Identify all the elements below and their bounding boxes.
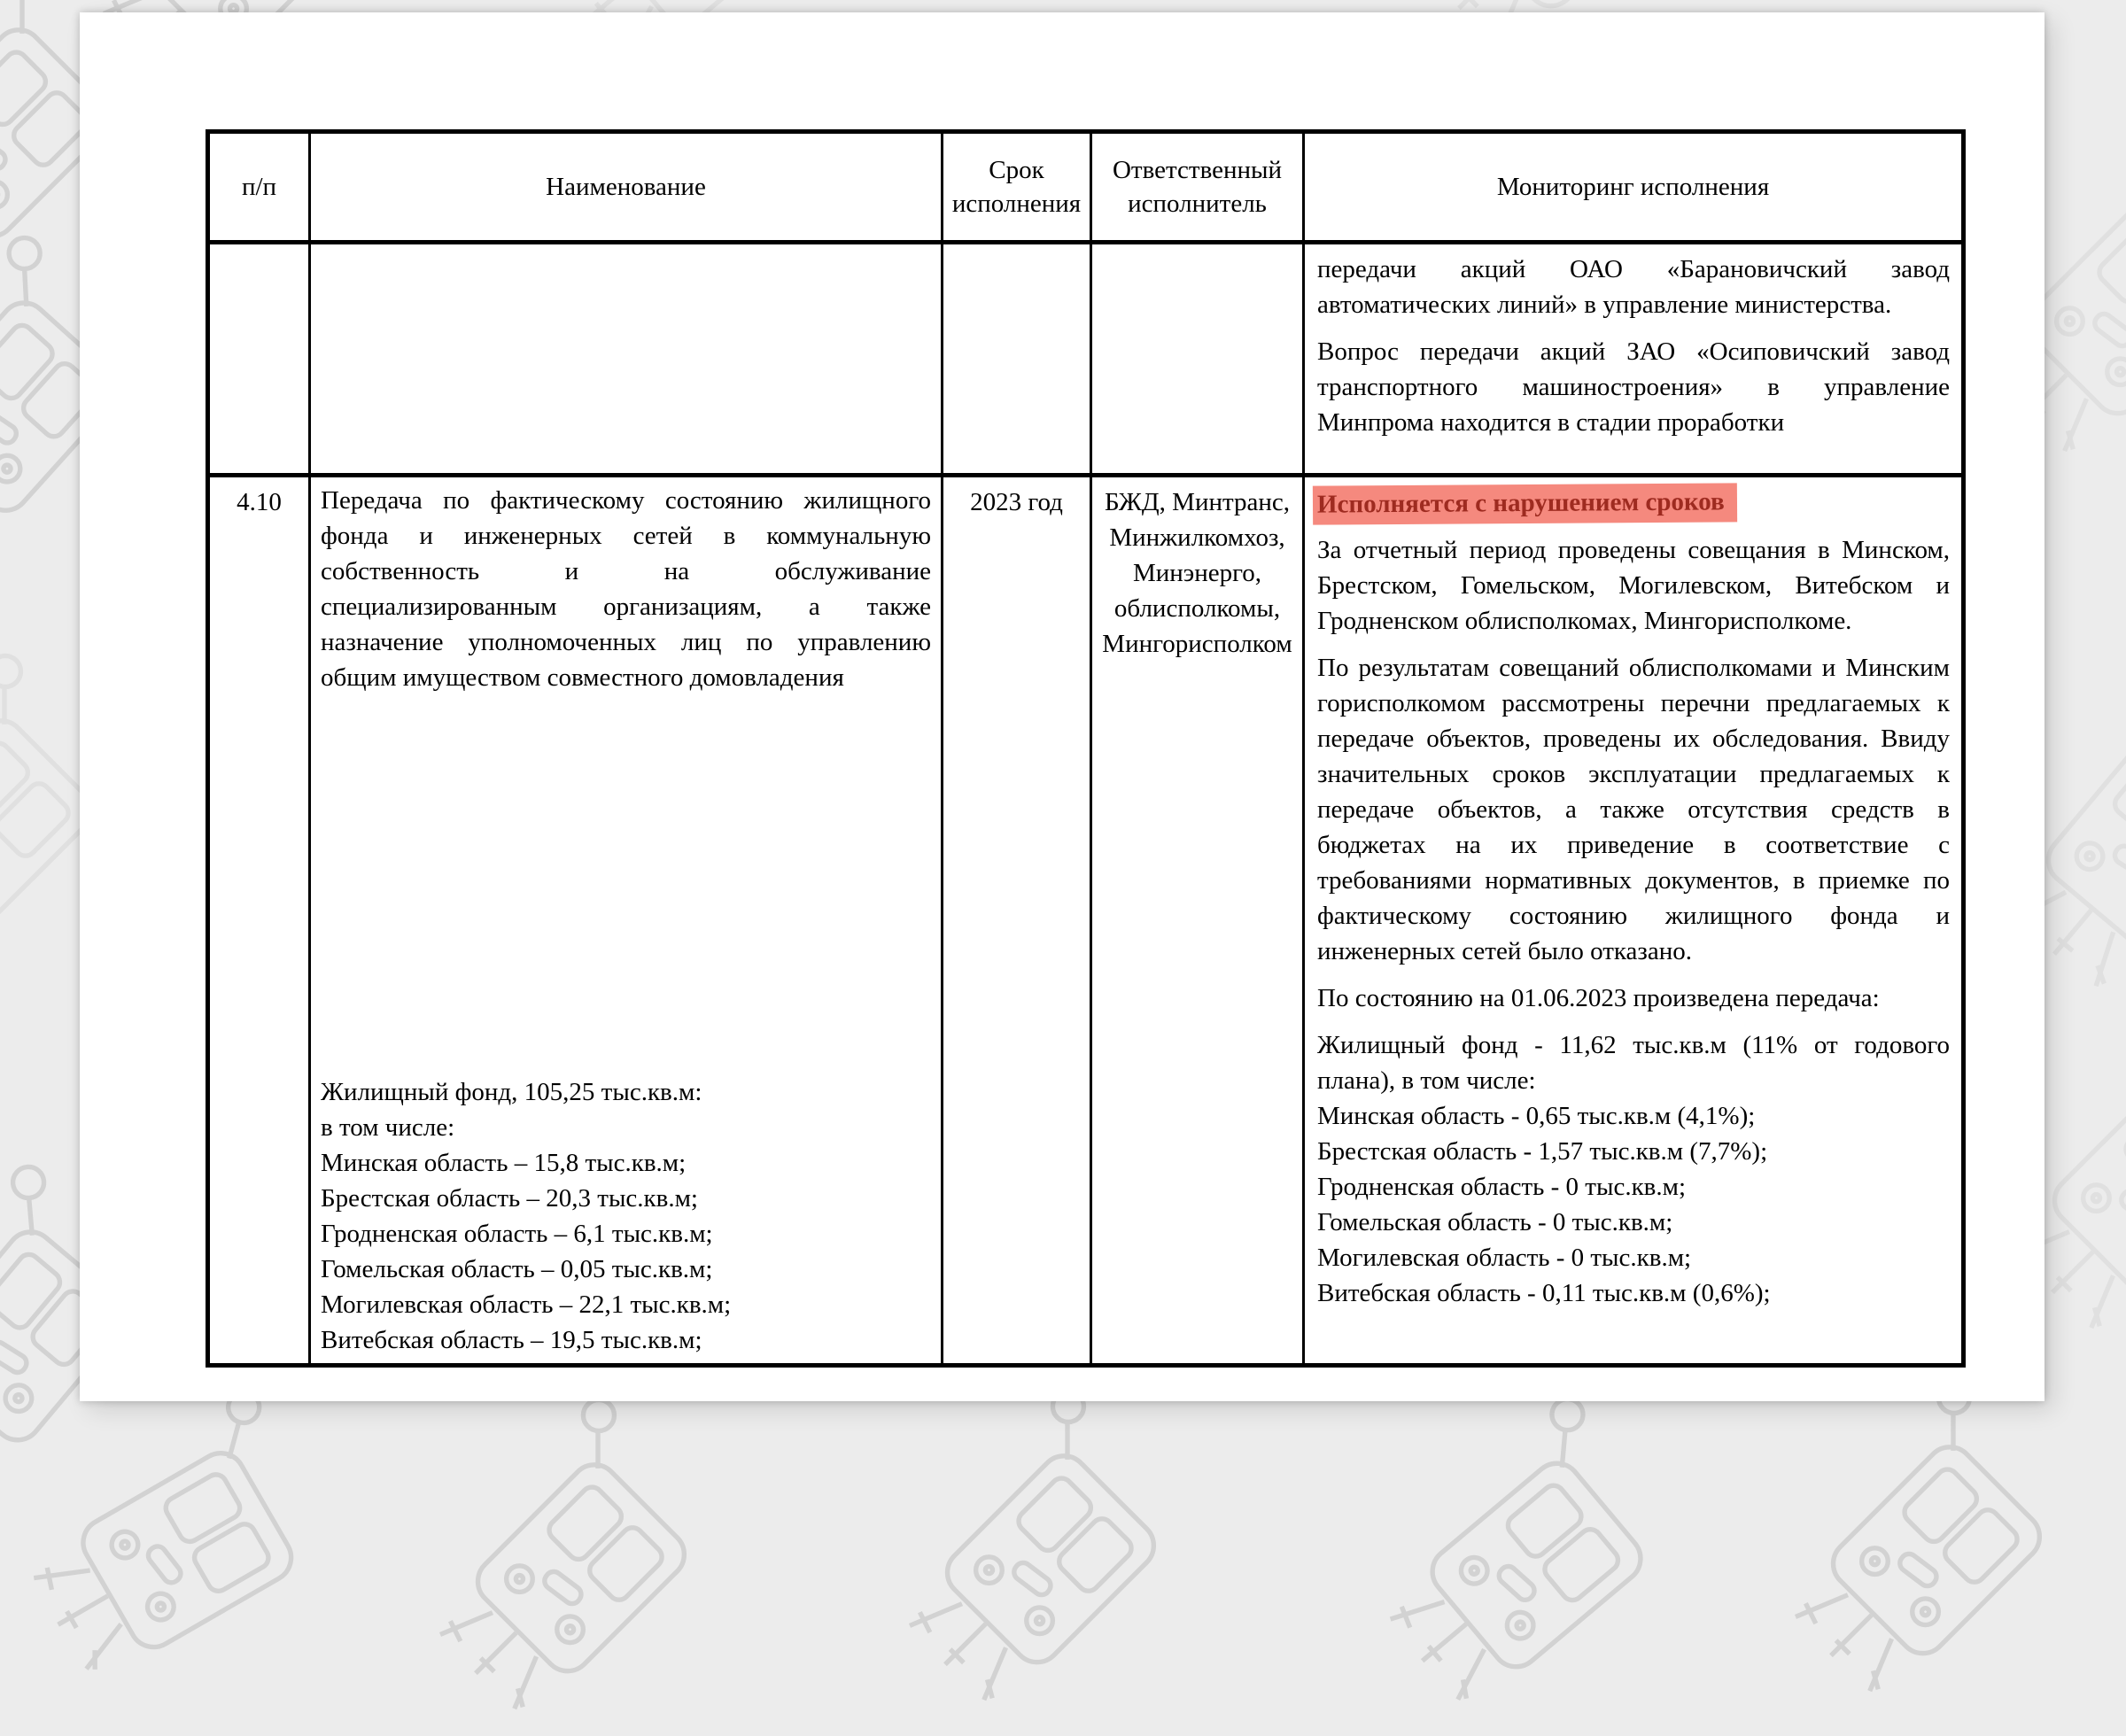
monitoring-table [206,129,1966,1368]
monitoring-paragraph: По результатам совещаний облисполкомами и Минским горисполкомом рассмотрены перечни предлагаемых к передаче объектов, проведены их обследования. Ввиду значительных сроков эксплуатации предлагаемых к передаче объектов, а также отсутствия средств в бюджетах на их приведение в соответствие с требованиями нормативных документов, в приемке по фактическому состоянию жилищного фонда и инженерных сетей было отказано. [1317,654,1950,965]
transfer-line: Гомельская область - 0 тыс.кв.м; [1317,1208,1673,1236]
cell-monitoring [1304,476,1964,1366]
transfer-line: Гродненская область - 0 тыс.кв.м; [1317,1173,1687,1201]
cell-name [310,476,943,1366]
col-header-name: Наименование [310,132,943,243]
table-row-continuation [208,243,1964,476]
deadline-value: 2023 год [970,488,1063,516]
robot-icon [381,1373,744,1736]
robot-icon [850,1364,1214,1727]
table-header-row [208,132,1964,243]
cell-row-number [208,476,310,1366]
document-page [80,12,2045,1401]
cell-num-empty [208,243,310,476]
col-header-executor: Ответственный исполнитель [1091,132,1304,243]
fund-line: Брестская область – 20,3 тыс.кв.м; [321,1184,698,1213]
transfer-line: Минская область - 0,65 тыс.кв.м (4,1%); [1317,1102,1756,1130]
monitoring-paragraph: передачи акций ОАО «Барановичский завод автоматических линий» в управление министерства. [1317,255,1950,319]
transfer-line: Брестская область - 1,57 тыс.кв.м (7,7%); [1317,1137,1768,1166]
row-number: 4.10 [237,488,282,516]
monitoring-paragraph: За отчетный период проведены совещания в Минском, Брестском, Гомельском, Могилевском, Витебском и Гродненском облисполкомах, Мингорисполкоме. [1317,536,1950,635]
cell-deadline-empty [943,243,1091,476]
status-line [1317,484,1950,523]
cell-deadline [943,476,1091,1366]
cell-name-empty [310,243,943,476]
robot-icon [1335,1372,1703,1727]
robot-icon [1736,1355,2099,1718]
col-header-deadline: Срок исполнения [943,132,1091,243]
cell-executor [1091,476,1304,1366]
transfer-results-list [1317,1027,1950,1311]
col-header-monitoring: Мониторинг исполнения [1304,132,1964,243]
status-badge: Исполняется с нарушением сроков [1313,483,1737,524]
transfer-line: Могилевская область - 0 тыс.кв.м; [1317,1244,1692,1272]
transfer-line: Витебская область - 0,11 тыс.кв.м (0,6%); [1317,1279,1771,1307]
housing-fund-plan-list [321,1074,931,1358]
executor-value: БЖД, Минтранс, Минжилкомхоз, Минэнерго, облисполкомы, Мингорисполком [1102,488,1292,658]
cell-monitoring-continuation [1304,243,1964,476]
fund-line: Гродненская область – 6,1 тыс.кв.м; [321,1220,713,1248]
fund-line: Гомельская область – 0,05 тыс.кв.м; [321,1255,713,1283]
fund-total-line: Жилищный фонд, 105,25 тыс.кв.м: [321,1078,702,1106]
transfer-total-line: Жилищный фонд - 11,62 тыс.кв.м (11% от годового плана), в том числе: [1317,1031,1950,1095]
table-row-4-10 [208,476,1964,1366]
fund-line: Витебская область – 19,5 тыс.кв.м; [321,1326,702,1354]
fund-line: Могилевская область – 22,1 тыс.кв.м; [321,1290,732,1319]
col-header-num: п/п [208,132,310,243]
cell-executor-empty [1091,243,1304,476]
monitoring-paragraph: По состоянию на 01.06.2023 произведена передача: [1317,984,1880,1012]
fund-intro-line: в том числе: [321,1113,455,1142]
task-description: Передача по фактическому состоянию жилищного фонда и инженерных сетей в коммунальную собственность и на обслуживание специализированным организациям, а также назначение уполномоченных лиц по управлению общим имуществом совместного домовладения [321,486,931,692]
monitoring-paragraph: Вопрос передачи акций ЗАО «Осиповичский завод транспортного машиностроения» в управление Минпрома находится в стадии проработки [1317,337,1950,437]
fund-line: Минская область – 15,8 тыс.кв.м; [321,1149,687,1177]
